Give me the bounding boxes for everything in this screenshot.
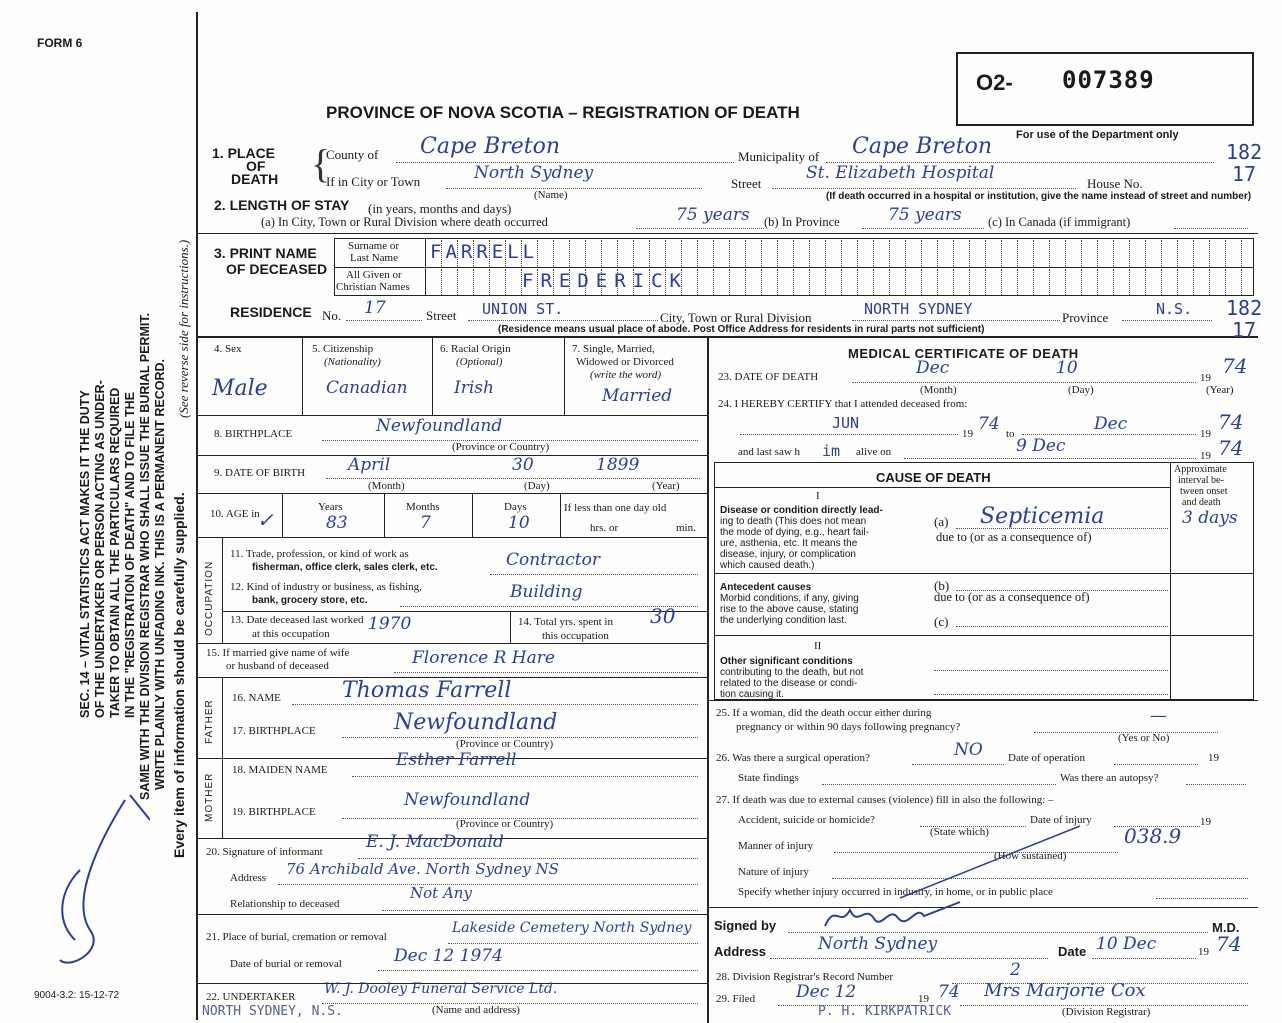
- name-grid-cell: [586, 240, 602, 266]
- stay-city-value: 75 years: [676, 205, 750, 225]
- name-grid-cell: [602, 240, 618, 266]
- name-grid-cell: [650, 240, 666, 266]
- name-grid-cell: [1146, 240, 1162, 266]
- name-grid-cell: [986, 269, 1002, 295]
- undertaker-name: W. J. Dooley Funeral Service Ltd.: [324, 981, 558, 997]
- name-label: 3. PRINT NAME: [214, 245, 317, 261]
- every-item-note: Every item of information should be carefully supplied.: [171, 492, 187, 858]
- name-grid-cell: [858, 269, 874, 295]
- last-seen-date: 9 Dec: [1016, 436, 1066, 456]
- name-grid-cell: [842, 269, 858, 295]
- racial-origin-value: Irish: [454, 378, 494, 398]
- name-grid-cell: [922, 269, 938, 295]
- name-grid-cell: [554, 240, 570, 266]
- name-grid-cell: [810, 240, 826, 266]
- name-grid-cell: [1130, 240, 1146, 266]
- dept-code-2: 17: [1232, 162, 1257, 186]
- form-code: 9004-3.2: 15-12-72: [34, 990, 120, 1001]
- name-grid-cell: [938, 269, 954, 295]
- name-grid-cell: [698, 269, 714, 295]
- name-grid-cell: [970, 240, 986, 266]
- strike-mark: [890, 818, 1090, 908]
- physician-date-year: 74: [1216, 932, 1242, 956]
- sec14-line-1: SEC. 14 – VITAL STATISTICS ACT MAKES IT THE DUTY: [78, 390, 92, 718]
- residence-division: NORTH SYDNEY: [864, 300, 973, 318]
- name-grid-cell: [426, 269, 442, 295]
- name-grid-cell: [826, 240, 842, 266]
- informant-address: 76 Archibald Ave. North Sydney NS: [286, 860, 559, 878]
- name-grid-cell: [842, 240, 858, 266]
- name-grid-cell: [570, 240, 586, 266]
- surgery-answer: NO: [954, 740, 983, 760]
- name-grid-cell: [698, 240, 714, 266]
- registrar-stamp: P. H. KIRKPATRICK: [818, 1004, 952, 1019]
- name-grid-cell: [682, 240, 698, 266]
- given-names-value: FREDERICK: [522, 270, 688, 292]
- sec14-line-4: IN THE "REGISTRATION OF DEATH" AND TO FILE THE: [123, 392, 137, 718]
- name-grid-cell: [538, 240, 554, 266]
- see-reverse-note: (See reverse side for instructions.): [176, 239, 191, 418]
- residence-label: RESIDENCE: [230, 304, 312, 320]
- death-month: Dec: [916, 358, 950, 378]
- name-grid-cell: [890, 240, 906, 266]
- burial-date-value: Dec 12 1974: [394, 946, 503, 966]
- name-grid-cell: [778, 269, 794, 295]
- dept-only-note: For use of the Department only: [1016, 129, 1179, 141]
- name-grid-cell: [746, 240, 762, 266]
- name-grid-cell: [634, 240, 650, 266]
- mother-birthplace-value: Newfoundland: [404, 790, 531, 810]
- name-grid-cell: [1002, 240, 1018, 266]
- name-grid-cell: [1050, 269, 1066, 295]
- physician-address: North Sydney: [818, 934, 938, 954]
- filed-date: Dec 12: [796, 982, 857, 1002]
- name-grid-cell: [1210, 240, 1226, 266]
- filed-year: 74: [938, 982, 960, 1002]
- name-grid-cell: [490, 269, 506, 295]
- name-grid-cell: [954, 269, 970, 295]
- municipality-value: Cape Breton: [852, 134, 993, 159]
- father-birthplace-value: Newfoundland: [394, 710, 558, 735]
- mother-name-value: Esther Farrell: [396, 750, 517, 770]
- name-grid-cell: [1018, 240, 1034, 266]
- name-grid-cell: [762, 240, 778, 266]
- name-grid-cell: [1226, 240, 1242, 266]
- name-grid-cell: [618, 240, 634, 266]
- death-year: 74: [1222, 354, 1248, 378]
- name-grid-cell: [1130, 269, 1146, 295]
- form-title: PROVINCE OF NOVA SCOTIA – REGISTRATION OF DEATH: [326, 103, 800, 122]
- name-grid-cell: [874, 240, 890, 266]
- name-grid-cell: [890, 269, 906, 295]
- dept-code-1: 182: [1226, 140, 1263, 164]
- citizenship-value: Canadian: [326, 378, 408, 398]
- name-grid-cell: [970, 269, 986, 295]
- burial-place-value: Lakeside Cemetery North Sydney: [452, 920, 692, 936]
- reg-prefix: O2-: [976, 70, 1013, 95]
- cause-a-interval: 3 days: [1182, 508, 1238, 528]
- sec14-line-3: TAKER TO OBTAIN ALL THE PARTICULARS REQUIRED: [108, 387, 122, 718]
- name-grid-cell: [1018, 269, 1034, 295]
- stay-label: 2. LENGTH OF STAY: [214, 197, 350, 213]
- name-grid-cell: [1114, 240, 1130, 266]
- name-grid-cell: [906, 269, 922, 295]
- residence-street: UNION ST.: [482, 300, 564, 318]
- street-value: St. Elizabeth Hospital: [806, 163, 995, 183]
- marital-value: Married: [602, 386, 673, 406]
- name-grid-cell: [954, 240, 970, 266]
- name-grid-cell: [1178, 240, 1194, 266]
- name-grid-cell: [1082, 240, 1098, 266]
- name-grid-cell: [986, 240, 1002, 266]
- age-days: 10: [508, 513, 530, 533]
- name-grid-cell: [1082, 269, 1098, 295]
- medical-title: MEDICAL CERTIFICATE OF DEATH: [848, 346, 1079, 361]
- dob-month: April: [348, 455, 391, 475]
- name-grid-cell: [1146, 269, 1162, 295]
- last-seen-year: 74: [1218, 436, 1244, 460]
- name-grid-cell: [1098, 240, 1114, 266]
- name-grid-cell: [906, 240, 922, 266]
- name-grid-cell: [1034, 269, 1050, 295]
- death-day: 10: [1056, 358, 1078, 378]
- surname-value: FARRELL: [430, 241, 539, 263]
- name-grid-cell: [874, 269, 890, 295]
- attended-from-month: JUN: [832, 414, 860, 432]
- name-grid-cell: [1002, 269, 1018, 295]
- name-grid-cell: [762, 269, 778, 295]
- margin-pen-mark: [30, 780, 150, 980]
- industry-value: Building: [510, 582, 583, 602]
- name-grid-cell: [442, 269, 458, 295]
- name-grid-cell: [730, 240, 746, 266]
- undertaker-stamp: NORTH SYDNEY, N.S.: [202, 1004, 343, 1019]
- place-label: 1. PLACE: [212, 145, 276, 161]
- age-years: 83: [326, 513, 348, 533]
- relationship-value: Not Any: [410, 884, 472, 902]
- attended-to-year: 74: [1218, 410, 1244, 434]
- name-grid-cell: [1114, 269, 1130, 295]
- name-grid-cell: [858, 240, 874, 266]
- county-value: Cape Breton: [420, 134, 561, 159]
- birthplace-value: Newfoundland: [376, 416, 503, 436]
- name-grid-cell: [1066, 269, 1082, 295]
- name-grid-cell: [730, 269, 746, 295]
- name-grid-cell: [1066, 240, 1082, 266]
- residence-province: N.S.: [1156, 300, 1193, 318]
- record-number: 2: [1010, 960, 1021, 980]
- classification-code: 038.9: [1124, 824, 1182, 848]
- cause-a-value: Septicemia: [980, 504, 1105, 529]
- sex-value: Male: [212, 376, 268, 401]
- pregnancy-answer: —: [1150, 706, 1167, 726]
- name-grid-cell: [794, 269, 810, 295]
- name-grid-cell: [1034, 240, 1050, 266]
- sec14-line-5: SAME WITH THE DIVISION REGISTRAR WHO SHALL ISSUE THE BURIAL PERMIT.: [138, 312, 152, 800]
- city-value: North Sydney: [474, 163, 594, 183]
- name-grid-cell: [1050, 240, 1066, 266]
- name-grid-cell: [474, 269, 490, 295]
- name-grid-cell: [778, 240, 794, 266]
- spouse-value: Florence R Hare: [412, 648, 555, 668]
- dob-year: 1899: [596, 455, 640, 475]
- age-months: 7: [420, 513, 431, 533]
- name-grid-cell: [714, 240, 730, 266]
- death-registration-form: FORM 6 PROVINCE OF NOVA SCOTIA – REGISTRATION OF DEATH O2- 007389 For use of the Department only 182 17 SEC. 14 – VITAL STATISTICS ACT MAKES IT THE DUTY OF THE UNDERTAKER OR PERSON ACTING AS UNDER- TAKER TO OBTAIN ALL THE PARTICULARS REQUIRED IN THE "REGISTRATION OF DEATH" AND TO FILE THE SAME WITH THE DIVISION REGISTRAR WHO SHALL ISSUE THE BURIAL PERMIT. WRITE PLAINLY WITH UNFADING INK. THIS IS A PERMANENT RECORD. Every item of information should be carefully supplied. (See reverse side for instructions.) 9004-3.2: 15-12-72 1. PLACE OF DEATH { County of Cape Breton Municipality of Cape Breton If in City or Town North Sydney (Name) Street St. Elizabeth Hospital House No. (If death occurred in a hospital or institution, give the name instead of street and number) 2. LENGTH OF STAY (in years, months and days) (a) In City, Town or Rural Division where death occurred 75 years (b) In Province 75 years (c) In Canada (if immigrant) 3. PRINT NAME OF DECEASED Surname or Last Name All Given or Christian Names FARRELL FREDERICK RESIDENCE No. 17 Street UNION ST. City, Town or Rural Division NORTH SYDNEY Province N.S. 182 17 (Residence means usual place of abode. Post Office Address for residents in rural parts not sufficient) 4. Sex Male 5. Citizenship (Nationality) Canadian 6. Racial Origin (Optional) Irish 7. Single, Married, Widowed or Divorced (write the word) Married 8. BIRTHPLACE Newfoundland (Province or Country) 9. DATE OF BIRTH April 30 1899 (Month) (Day) (Year) 10. AGE in ✓ Years 83 Months 7 Days 10 If less than one day old hrs. or min. OCCUPATION 11. Trade, profession, or kind of work as fisherman, office clerk, sales clerk, etc. Contractor 12. Kind of industry or business, as fishing, bank, grocery store, etc. Building 13. Date deceased last worked at this occupation 1970 14. Total yrs. spent in this occupation 30 15. If married give name of wife or husband of deceased Florence R Hare FATHER 16. NAME Thomas Farrell 17. BIRTHPLACE Newfoundland (Province or Country) MOTHER 18. MAIDEN NAME Esther Farrell 19. BIRTHPLACE Newfoundland (Province or Country) 20. Signature of informant E. J. MacDonald Address 76 Archibald Ave. North Sydney NS Relationship to deceased Not Any 21. Place of burial, cremation or removal Lakeside Cemetery North Sydney Date of burial or removal Dec 12 1974 22. UNDERTAKER W. J. Dooley Funeral Service Ltd. (Name and address) NORTH SYDNEY, N.S. MEDICAL CERTIFICATE OF DEATH 23. DATE OF DEATH Dec 10 19 74 (Month) (Day) (Year) 24. I HEREBY CERTIFY that I attended deceased from: JUN 19 74 to Dec 19 74 and last saw h im alive on 9 Dec 19 74 CAUSE OF DEATH Approximate interval be- tween onset and death I Disease or condition directly lead- ing to death (This does not mean the mode of dying, e.g., heart fail- ure, asthenia, etc. It means the disease, injury, or complication which caused death.) (a) Septicemia 3 days due to (or as a consequence of) Antecedent causes Morbid conditions, if any, giving rise to the above cause, stating the underlying condition last. (b) due to (or as a consequence of) (c) II Other significant conditions contributing to the death, but not related to the disease or condi- tion causing it. 25. If a woman, did the death occur either during pregnancy or within 90 days following pregnancy? — (Yes or No) 26. Was there a surgical operation? NO Date of operation 19 State findings Was there an autopsy? 27. If death was due to external causes (violence) fill in also the following: – Accident, suicide or homicide? Date of injury 19 (State which) 038.9 Manner of injury (How sustained) Nature of injury Specify whether injury occurred in industry, in home, or in public place Signed by M.D. Address North Sydney Date 10 Dec 19 74 28. Division Registrar's Record Number 2 29. Filed Dec 12 19 74 Mrs Marjorie Cox (Division Registrar) P. H. KIRKPATRICK: [0, 0, 1282, 1023]
- occupation-side-label: OCCUPATION: [204, 560, 215, 636]
- left-rule: [196, 12, 198, 1020]
- name-grid-cell: [1178, 269, 1194, 295]
- name-grid-cell: [458, 269, 474, 295]
- name-grid-cell: [826, 269, 842, 295]
- total-years-value: 30: [650, 604, 676, 628]
- registrar-signature: Mrs Marjorie Cox: [984, 980, 1146, 1001]
- mother-side-label: MOTHER: [204, 772, 215, 822]
- trade-value: Contractor: [506, 550, 600, 570]
- residence-no: 17: [364, 298, 386, 318]
- name-grid-cell: [746, 269, 762, 295]
- name-grid-cell: [810, 269, 826, 295]
- name-grid-cell: [506, 269, 522, 295]
- name-grid-cell: [1162, 240, 1178, 266]
- stay-province-value: 75 years: [888, 205, 962, 225]
- attended-from-year: 74: [978, 414, 1000, 434]
- name-grid-cell: [1194, 240, 1210, 266]
- name-grid-cell: [922, 240, 938, 266]
- name-grid-cell: [1098, 269, 1114, 295]
- physician-signature: [820, 898, 970, 938]
- informant-signature: E. J. MacDonald: [366, 832, 504, 852]
- father-name-value: Thomas Farrell: [342, 678, 512, 703]
- name-grid-cell: [666, 240, 682, 266]
- last-worked-value: 1970: [368, 614, 412, 634]
- physician-date: 10 Dec: [1096, 934, 1157, 954]
- sec14-line-2: OF THE UNDERTAKER OR PERSON ACTING AS UNDER-: [93, 380, 107, 718]
- name-grid-cell: [1162, 269, 1178, 295]
- name-grid-cell: [1210, 269, 1226, 295]
- name-grid-cell: [714, 269, 730, 295]
- dob-day: 30: [512, 455, 534, 475]
- father-side-label: FATHER: [204, 699, 215, 744]
- form-number: FORM 6: [37, 36, 83, 50]
- name-grid-cell: [938, 240, 954, 266]
- name-grid-cell: [794, 240, 810, 266]
- attended-to-month: Dec: [1094, 414, 1128, 434]
- reg-number: 007389: [1062, 66, 1155, 94]
- name-grid-cell: [1194, 269, 1210, 295]
- name-grid-cell: [1226, 269, 1242, 295]
- sec14-line-6: WRITE PLAINLY WITH UNFADING INK. THIS IS A PERMANENT RECORD.: [153, 358, 167, 790]
